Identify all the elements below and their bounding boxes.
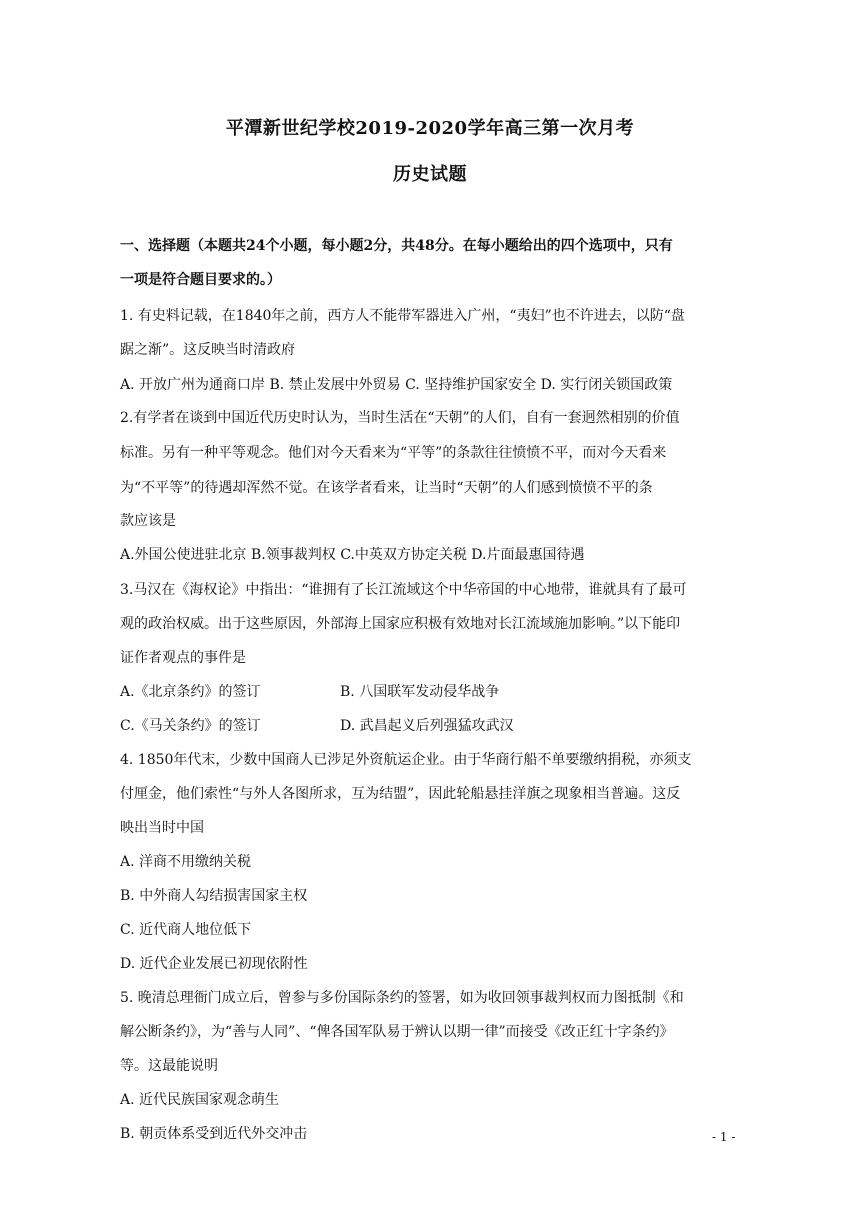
question-4-stem-line-1: 4. 1850年代末，少数中国商人已涉足外资航运企业。由于华商行船不单要缴纳捐税，亦须支 xyxy=(120,752,692,768)
exam-subtitle: 历史试题 xyxy=(393,164,467,185)
question-4-option-a: A. 洋商不用缴纳关税 xyxy=(120,854,252,870)
question-3-option-d: D. 武昌起义后列强猛攻武汉 xyxy=(340,718,514,734)
question-5-stem-line-1: 5. 晚清总理衙门成立后，曾参与多份国际条约的签署，如为收回领事裁判权而力图抵制《和 xyxy=(120,990,684,1006)
question-4-option-d: D. 近代企业发展已初现依附性 xyxy=(120,956,308,972)
question-3-option-row-1 xyxy=(120,682,745,702)
question-3-stem-line-2: 观的政治权威。出于这些原因，外部海上国家应积极有效地对长江流域施加影响。”以下能印 xyxy=(120,616,681,632)
section-instruction-line-2: 一项是符合题目要求的。） xyxy=(120,272,281,288)
question-2-stem-line-4: 款应该是 xyxy=(120,513,176,529)
question-1-stem-line-1: 1. 有史料记载，在1840年之前，西方人不能带军器进入广州，“夷妇”也不许进去，以防“盘 xyxy=(120,308,685,324)
question-5-option-b: B. 朝贡体系受到近代外交冲击 xyxy=(120,1126,308,1142)
exam-title: 平潭新世纪学校2019-2020学年高三第一次月考 xyxy=(225,118,635,139)
question-1-options: A. 开放广州为通商口岸 B. 禁止发展中外贸易 C. 坚持维护国家安全 D. 实行闭关锁国政策 xyxy=(120,377,673,393)
question-4-option-b: B. 中外商人勾结损害国家主权 xyxy=(120,888,308,904)
section-instruction-line-1: 一、选择题（本题共24个小题，每小题2分，共48分。在每小题给出的四个选项中，只有 xyxy=(120,238,673,254)
question-4-stem-line-3: 映出当时中国 xyxy=(120,820,204,836)
question-5-stem-line-3: 等。这最能说明 xyxy=(120,1058,218,1074)
question-4-stem-line-2: 付厘金，他们索性“与外人各图所求，互为结盟”，因此轮船悬挂洋旗之现象相当普遍。这反 xyxy=(120,786,681,802)
question-3-stem-line-3: 证作者观点的事件是 xyxy=(120,650,246,666)
question-5-stem-line-2: 解公断条约》，为“善与人同”、“俾各国军队易于辨认以期一律”而接受《改正红十字条约》 xyxy=(120,1024,674,1040)
question-1-stem-line-2: 踞之渐”。这反映当时清政府 xyxy=(120,342,296,358)
question-2-stem-line-2: 标准。另有一种平等观念。他们对今天看来为“平等”的条款往往愤愤不平，而对今天看来 xyxy=(120,445,667,461)
question-2-stem-line-3: 为“不平等”的待遇却浑然不觉。在该学者看来，让当时“天朝”的人们感到愤愤不平的条 xyxy=(120,480,653,496)
question-2-options: A.外国公使进驻北京 B.领事裁判权 C.中英双方协定关税 D.片面最惠国待遇 xyxy=(120,547,585,563)
page-number: - 1 - xyxy=(712,1130,736,1144)
question-5-option-a: A. 近代民族国家观念萌生 xyxy=(120,1092,280,1108)
question-3-option-row-2 xyxy=(120,716,745,736)
question-3-option-b: B. 八国联军发动侵华战争 xyxy=(340,684,500,700)
question-2-stem-line-1: 2.有学者在谈到中国近代历史时认为，当时生活在“天朝”的人们，自有一套迥然相别的价值 xyxy=(120,410,680,426)
question-3-option-c: C.《马关条约》的签订 xyxy=(120,718,261,734)
question-3-stem-line-1: 3.马汉在《海权论》中指出：“谁拥有了长江流域这个中华帝国的中心地带，谁就具有了最可 xyxy=(120,582,687,598)
question-4-option-c: C. 近代商人地位低下 xyxy=(120,922,252,938)
question-3-option-a: A.《北京条约》的签订 xyxy=(120,684,261,700)
